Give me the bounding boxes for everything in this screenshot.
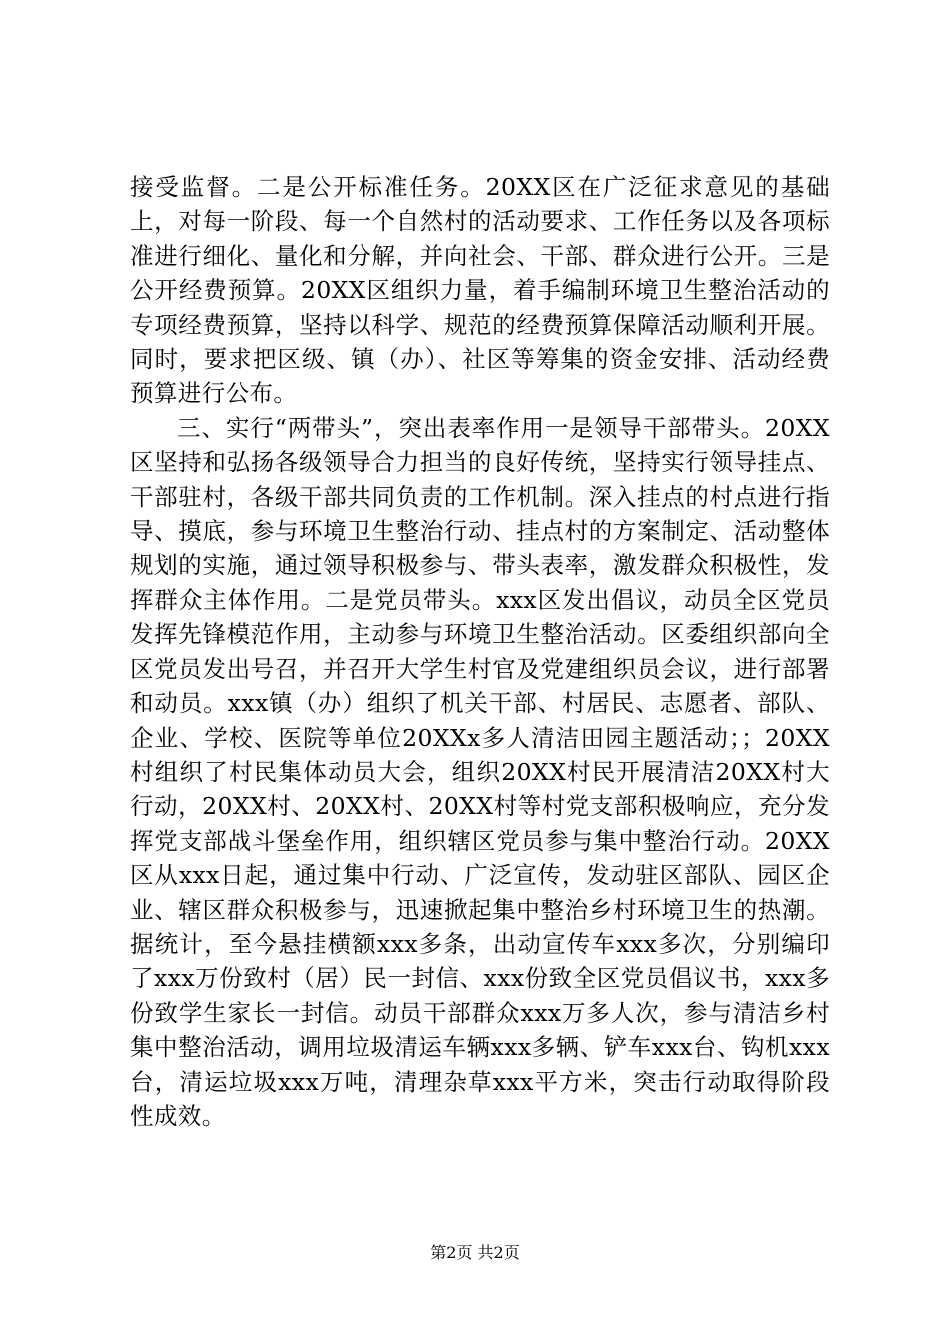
document-body (130, 170, 830, 1133)
paragraph-1: 接受监督。二是公开标准任务。20XX区在广泛征求意见的基础上，对每一阶段、每一个自然村的活动要求、工作任务以及各项标准进行细化、量化和分解，并向社会、干部、群众进行公开。三是公开经费预算。20XX区组织力量，着手编制环境卫生整治活动的专项经费预算，坚持以科学、规范的经费预算保障活动顺利开展。同时，要求把区级、镇（办）、社区等筹集的资金安排、活动经费预算进行公布。 (130, 173, 830, 408)
paragraph-2: 三、实行“两带头”，突出表率作用一是领导干部带头。20XX区坚持和弘扬各级领导合力担当的良好传统，坚持实行领导挂点、干部驻村，各级干部共同负责的工作机制。深入挂点的村点进行指导、摸底，参与环境卫生整治行动、挂点村的方案制定、活动整体规划的实施，通过领导积极参与、带头表率，激发群众积极性，发挥群众主体作用。二是党员带头。xxx区发出倡议，动员全区党员发挥先锋模范作用，主动参与环境卫生整治活动。区委组织部向全区党员发出号召，并召开大学生村官及党建组织员会议，进行部署和动员。xxx镇（办）组织了机关干部、村居民、志愿者、部队、企业、学校、医院等单位20XXx多人清洁田园主题活动；；20XX村组织了村民集体动员大会，组织20XX村民开展清洁20XX村大行动，20XX村、20XX村、20XX村等村党支部积极响应，充分发挥党支部战斗堡垒作用，组织辖区党员参与集中整治行动。20XX区从xxx日起，通过集中行动、广泛宣传，发动驻区部队、园区企业、辖区群众积极参与，迅速掀起集中整治乡村环境卫生的热潮。据统计，至今悬挂横额xxx多条，出动宣传车xxx多次，分别编印了xxx万份致村（居）民一封信、xxx份致全区党员倡议书，xxx多份致学生家长一封信。动员干部群众xxx万多人次，参与清洁乡村集中整治活动，调用垃圾清运车辆xxx多辆、铲车xxx台、钩机xxx台，清运垃圾xxx万吨，清理杂草xxx平方米，突击行动取得阶段性成效。 (130, 413, 830, 1130)
page-footer: 第2页 共2页 (430, 1243, 520, 1262)
